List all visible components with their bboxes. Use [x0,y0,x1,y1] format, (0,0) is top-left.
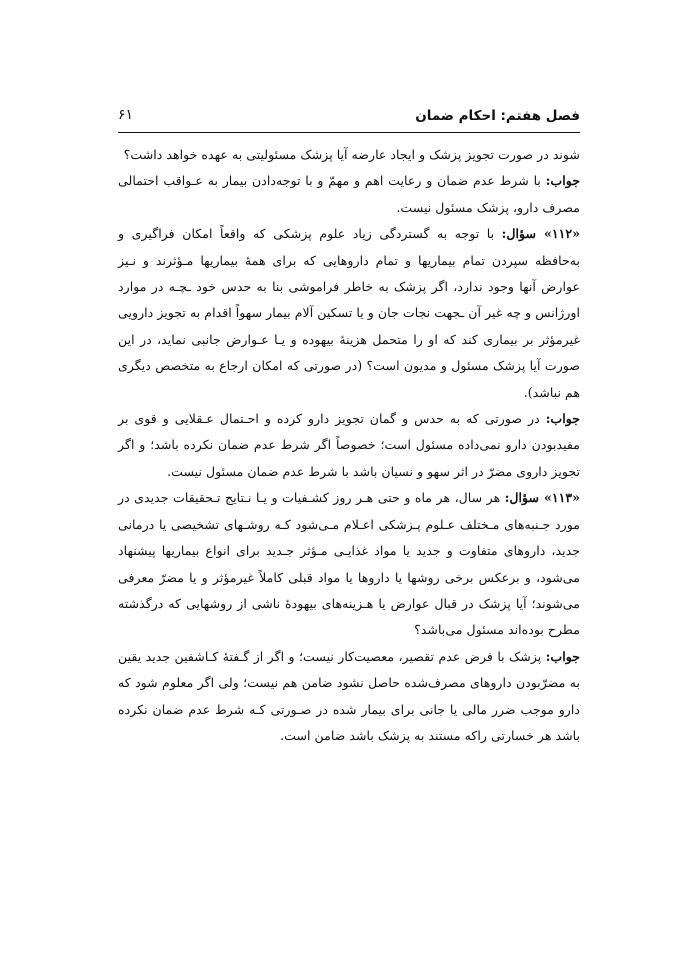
answer-text: در صورتی که به حدس و گمان تجویز دارو کرده و احـتمال عـقلایی و قوی بر مفیدبودن دارو نمی‌داده مسئول است؛ خصوصاً اگر شرط عدم ضمان نکرده باشد؛ و اگر تجویز داروی مضرّ در اثر سهو و نسیان باشد با شرط عدم ضمان مسئول نیست. [118,411,580,479]
question-number: «۱۱۲» [543,226,580,242]
answer-text: با شرط عدم ضمان و رعایت اهم و مهمّ و با توجه‌دادن بیمار به عـواقب احتمالی مصرف دارو، پزشک مسئول نیست. [118,173,580,215]
question-113-paragraph [118,485,580,643]
question-112-paragraph [118,221,580,406]
answer-label: جواب: [545,173,580,189]
answer-113-paragraph [118,644,580,750]
question-label: سؤال: [504,490,544,506]
chapter-title: فصل هفتم: احکام ضمان [415,108,580,124]
header-rule [118,132,580,133]
continued-question-paragraph [118,142,580,168]
question-label: سؤال: [501,226,544,242]
question-text: هر سال، هر ماه و حتی هـر روز کشـفیات و یـا نـتایج تـحقیقات جدیدی در مورد جـنبه‌های مـختلف عـلوم پـزشکی اعـلام مـی‌شود کـه روشـهای تشخیصی یا درمانی جدید، داروهای متفاوت و جدید یا مواد غذایـی مـؤثر جـدید برای انواع بیماریها پیشنهاد می‌شود، و برعکس برخی روشها یا داروها یا مواد قبلی کاملاً غیرمؤثر و یا مضرّ معرفی می‌شوند؛ آیا پزشک در قبال عوارض یا هـزینه‌های بیهودهٔ ناشی از روشهایی که درگذشته مطرح بوده‌اند مسئول می‌باشد؟ [118,490,580,638]
paragraph-text: شوند در صورت تجویز پزشک و ایجاد عارضه آیا پزشک مسئولیتی به عهده خواهد داشت؟ [123,147,580,162]
answer-112-paragraph [118,406,580,485]
answer-text: پزشک با فرض عدم تقصیر، معصیت‌کار نیست؛ و اگر از گـفتهٔ کـاشفین جدید یقین به مضرّبودن داروهای مصرف‌شده حاصل نشود ضامن هم نیست؛ ولی اگر معلوم شود که دارو موجب ضرر مالی یا جانی برای بیمار شده در صـورتی کـه شرط عدم ضمان نکرده باشد هر خسارتی راکه مستند به پزشک باشد ضامن است. [118,648,580,743]
question-text: با توجه به گستردگی زیاد علوم پزشکی که واقعاً امکان فراگیری و به‌حافظه سپردن تمام بیماریها و تمام داروهایی که برای همهٔ بیماریها مـؤثرند و نـیز عوارض آنها وجود ندارد، اگر پزشک به خاطر فراموشی بنا به حدس خود ـچـه در موارد اورژانس و چه غیر آن ـجهت نجات جان و یا تسکین آلام بیمار سهواً اقدام به تجویز دارویی غیرمؤثر بر بیماری کند که او را متحمل هزینهٔ بیهوده و یـا عـوارض جانبی نماید، در این صورت آیا پزشک مسئول و مدیون است؟ (در صورتی که امکان ارجاع به متخصص دیگری هم نباشد). [118,226,580,400]
page-header [118,99,580,133]
question-number: «۱۱۳» [543,490,580,506]
answer-111-paragraph [118,168,580,221]
page-number: ۶۱ [118,107,134,123]
page-body [118,142,580,749]
answer-label: جواب: [545,411,580,427]
answer-label: جواب: [545,648,580,664]
